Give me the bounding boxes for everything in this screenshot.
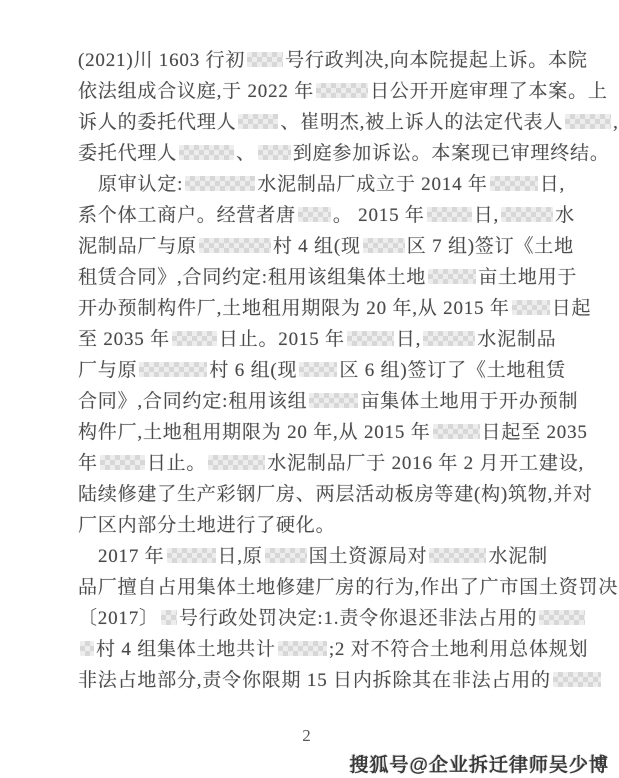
text-segment: 至 2035 年: [78, 329, 170, 350]
text-line: [78, 76, 608, 107]
redaction-block: [316, 83, 368, 98]
text-segment: 水泥制品: [477, 329, 557, 350]
text-line: [78, 448, 585, 479]
text-segment: 号行政处罚决定:1.责令你退还非法占用的: [178, 608, 538, 629]
text-line: [78, 634, 589, 665]
text-segment: 水: [555, 205, 575, 226]
text-segment: 委托代理人: [78, 143, 178, 164]
redaction-block: [139, 362, 207, 377]
text-segment: 系个体工商户。经营者唐: [78, 205, 296, 226]
redaction-block: [309, 393, 358, 408]
text-segment: 依法组成合议庭,于 2022 年: [78, 81, 315, 102]
text-segment: 日公开开庭审理了本案。上: [370, 81, 608, 102]
text-segment: 亩土地用于: [478, 267, 578, 288]
text-segment: 开办预制构件厂,土地租用期限为 20 年,从 2015 年: [78, 298, 510, 319]
redaction-block: [427, 207, 472, 222]
redaction-block: [553, 672, 601, 687]
text-line: [78, 107, 619, 138]
text-segment: 水泥制: [488, 546, 548, 567]
redaction-block: [161, 610, 177, 625]
text-line: [78, 665, 550, 696]
text-segment: 日,原: [217, 546, 263, 567]
text-segment: 、: [236, 143, 256, 164]
text-line: [78, 355, 566, 386]
text-segment: (2021)川 1603 行初: [78, 50, 246, 71]
redaction-block: [298, 207, 331, 222]
text-segment: 非法占地部分,责令你限期 15 日内拆除其在非法占用的: [78, 670, 551, 691]
redaction-block: [512, 300, 550, 315]
text-segment: 到庭参加诉讼。本案现已审理终结。: [292, 143, 610, 164]
text-line: [78, 293, 592, 324]
text-line: [78, 324, 557, 355]
redaction-block: [199, 238, 271, 253]
redaction-block: [428, 269, 476, 284]
text-segment: 日,: [473, 205, 500, 226]
text-segment: 村 6 组(现: [209, 360, 298, 381]
redaction-block: [258, 145, 291, 160]
redaction-block: [539, 610, 585, 625]
text-segment: 合同》,合同约定:租用该组: [78, 391, 308, 412]
text-segment: 日止。2015 年: [218, 329, 345, 350]
text-segment: 村 4 组(现: [272, 236, 361, 257]
text-line: [78, 572, 619, 603]
text-line: [78, 479, 593, 510]
text-segment: 2017 年: [97, 546, 165, 567]
text-segment: 村 4 组集体土地共计: [96, 639, 276, 660]
text-segment: 号行政判决,向本院提起上诉。本院: [285, 50, 588, 71]
watermark: 搜狐号@企业拆迁律师吴少博: [349, 755, 609, 776]
text-segment: 构件厂,土地租用期限为 20 年,从 2015 年: [78, 422, 431, 443]
text-segment: 厂区内部分土地进行了硬化。: [78, 515, 336, 536]
redaction-block: [278, 641, 327, 656]
redaction-block: [433, 424, 480, 439]
redaction-block: [247, 52, 283, 67]
redaction-block: [565, 114, 611, 129]
text-segment: 陆续修建了生产彩钢厂房、两层活动板房等建(构)筑物,并对: [78, 484, 593, 505]
redaction-block: [238, 114, 278, 129]
text-segment: ,: [613, 112, 619, 133]
text-segment: 租赁合同》,合同约定:租用该组集体土地: [78, 267, 427, 288]
redaction-block: [100, 455, 145, 470]
text-line: [78, 510, 550, 541]
text-line: [78, 200, 575, 231]
redaction-block: [501, 207, 553, 222]
redaction-block: [429, 548, 486, 563]
redaction-block: [179, 145, 234, 160]
redaction-block: [208, 455, 265, 470]
text-segment: ;2 对不符合土地利用总体规划: [328, 639, 589, 660]
text-segment: 日,: [395, 329, 422, 350]
redaction-block: [265, 548, 307, 563]
text-segment: 日,: [539, 174, 566, 195]
page-number: 2: [302, 726, 312, 745]
redaction-block: [423, 331, 475, 346]
text-line: [78, 417, 588, 448]
text-line: [78, 45, 588, 76]
redaction-block: [80, 641, 94, 656]
text-segment: 年: [78, 453, 98, 474]
redaction-block: [172, 331, 217, 346]
text-segment: 水泥制品厂于 2016 年 2 月开工建设,: [267, 453, 585, 474]
text-segment: 区 6 组)签订了《土地租赁: [339, 360, 566, 381]
redaction-block: [347, 331, 394, 346]
text-segment: 、崔明杰,被上诉人的法定代表人: [280, 112, 564, 133]
text-segment: 原审认定:: [97, 174, 184, 195]
document-text: [78, 45, 619, 696]
text-line: [78, 603, 550, 634]
text-segment: 厂与原: [78, 360, 138, 381]
redaction-block: [167, 548, 216, 563]
text-segment: 国土资源局对: [308, 546, 428, 567]
text-segment: 区 7 组)签订《土地: [406, 236, 574, 257]
text-segment: 日止。: [146, 453, 207, 474]
text-line: [78, 138, 610, 169]
text-segment: 。 2015 年: [332, 205, 425, 226]
text-line: [78, 262, 578, 293]
text-segment: 品厂擅自占用集体土地修建厂房的行为,作出了广市国土资罚决: [78, 577, 619, 598]
redaction-block: [363, 238, 405, 253]
text-segment: 水泥制品厂成立于 2014 年: [257, 174, 488, 195]
text-line: [78, 386, 579, 417]
redaction-block: [185, 176, 255, 191]
text-segment: 日起: [551, 298, 592, 319]
text-segment: 诉人的委托代理人: [78, 112, 237, 133]
text-line: [78, 169, 566, 200]
text-line: [78, 231, 574, 262]
text-segment: 日起至 2035: [481, 422, 588, 443]
text-segment: 〔2017〕: [78, 608, 159, 629]
text-segment: 泥制品厂与原: [78, 236, 197, 257]
text-segment: 亩集体土地用于开办预制: [360, 391, 579, 412]
redaction-block: [299, 362, 337, 377]
redaction-block: [490, 176, 538, 191]
text-line: [78, 541, 550, 572]
